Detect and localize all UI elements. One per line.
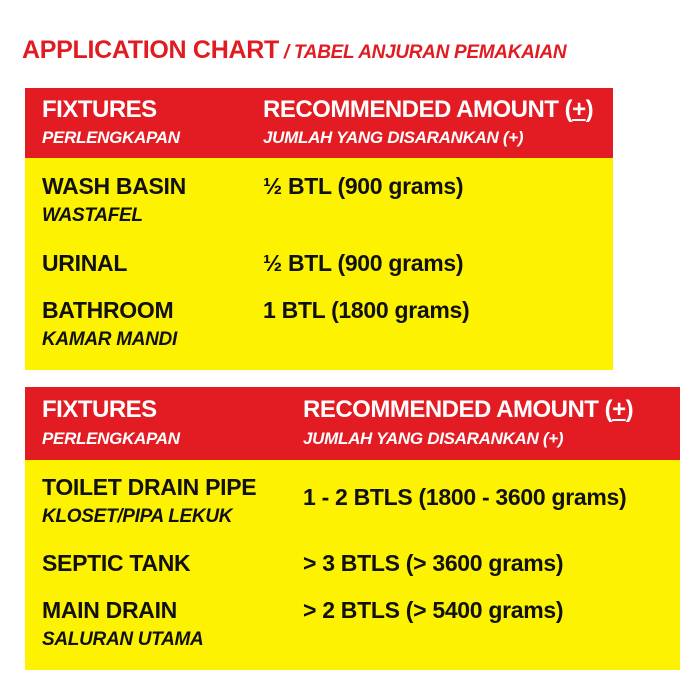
table-body bbox=[25, 460, 680, 670]
fixtures-header-translation: PERLENGKAPAN bbox=[42, 429, 180, 448]
fixtures-header: FIXTURES bbox=[42, 96, 157, 123]
fixtures-header: FIXTURES bbox=[42, 396, 157, 423]
fixture-amount: 1 - 2 BTLS (1800 - 3600 grams) bbox=[303, 484, 627, 510]
fixture-name: SEPTIC TANK bbox=[42, 550, 191, 576]
fixture-name: TOILET DRAIN PIPE bbox=[42, 474, 257, 500]
table-2 bbox=[25, 387, 680, 670]
fixture-amount: > 3 BTLS (> 3600 grams) bbox=[303, 550, 564, 576]
amount-header-translation: JUMLAH YANG DISARANKAN (+) bbox=[303, 429, 564, 448]
table-body bbox=[25, 158, 613, 370]
fixture-amount: ½ BTL (900 grams) bbox=[263, 173, 464, 199]
fixture-name-translation: KAMAR MANDI bbox=[42, 329, 177, 350]
table-header bbox=[25, 387, 680, 460]
fixture-name: MAIN DRAIN bbox=[42, 597, 177, 623]
fixture-name-translation: KLOSET/PIPA LEKUK bbox=[42, 506, 233, 527]
fixture-amount: 1 BTL (1800 grams) bbox=[263, 297, 470, 323]
fixture-name: BATHROOM bbox=[42, 297, 174, 323]
fixtures-header-translation: PERLENGKAPAN bbox=[42, 128, 180, 147]
title-sub: / TABEL ANJURAN PEMAKAIAN bbox=[278, 42, 567, 63]
fixture-name-translation: SALURAN UTAMA bbox=[42, 629, 204, 650]
chart-title bbox=[22, 36, 682, 65]
fixture-name-translation: WASTAFEL bbox=[42, 205, 143, 226]
table-header bbox=[25, 88, 613, 158]
amount-header: RECOMMENDED AMOUNT (+) bbox=[303, 396, 634, 423]
fixture-amount: > 2 BTLS (> 5400 grams) bbox=[303, 597, 564, 623]
fixture-amount: ½ BTL (900 grams) bbox=[263, 250, 464, 276]
fixture-name: WASH BASIN bbox=[42, 173, 186, 199]
amount-header: RECOMMENDED AMOUNT (+) bbox=[263, 96, 594, 123]
title-main: APPLICATION CHART bbox=[22, 36, 279, 64]
table-1 bbox=[25, 88, 613, 370]
fixture-name: URINAL bbox=[42, 250, 128, 276]
amount-header-translation: JUMLAH YANG DISARANKAN (+) bbox=[263, 128, 524, 147]
